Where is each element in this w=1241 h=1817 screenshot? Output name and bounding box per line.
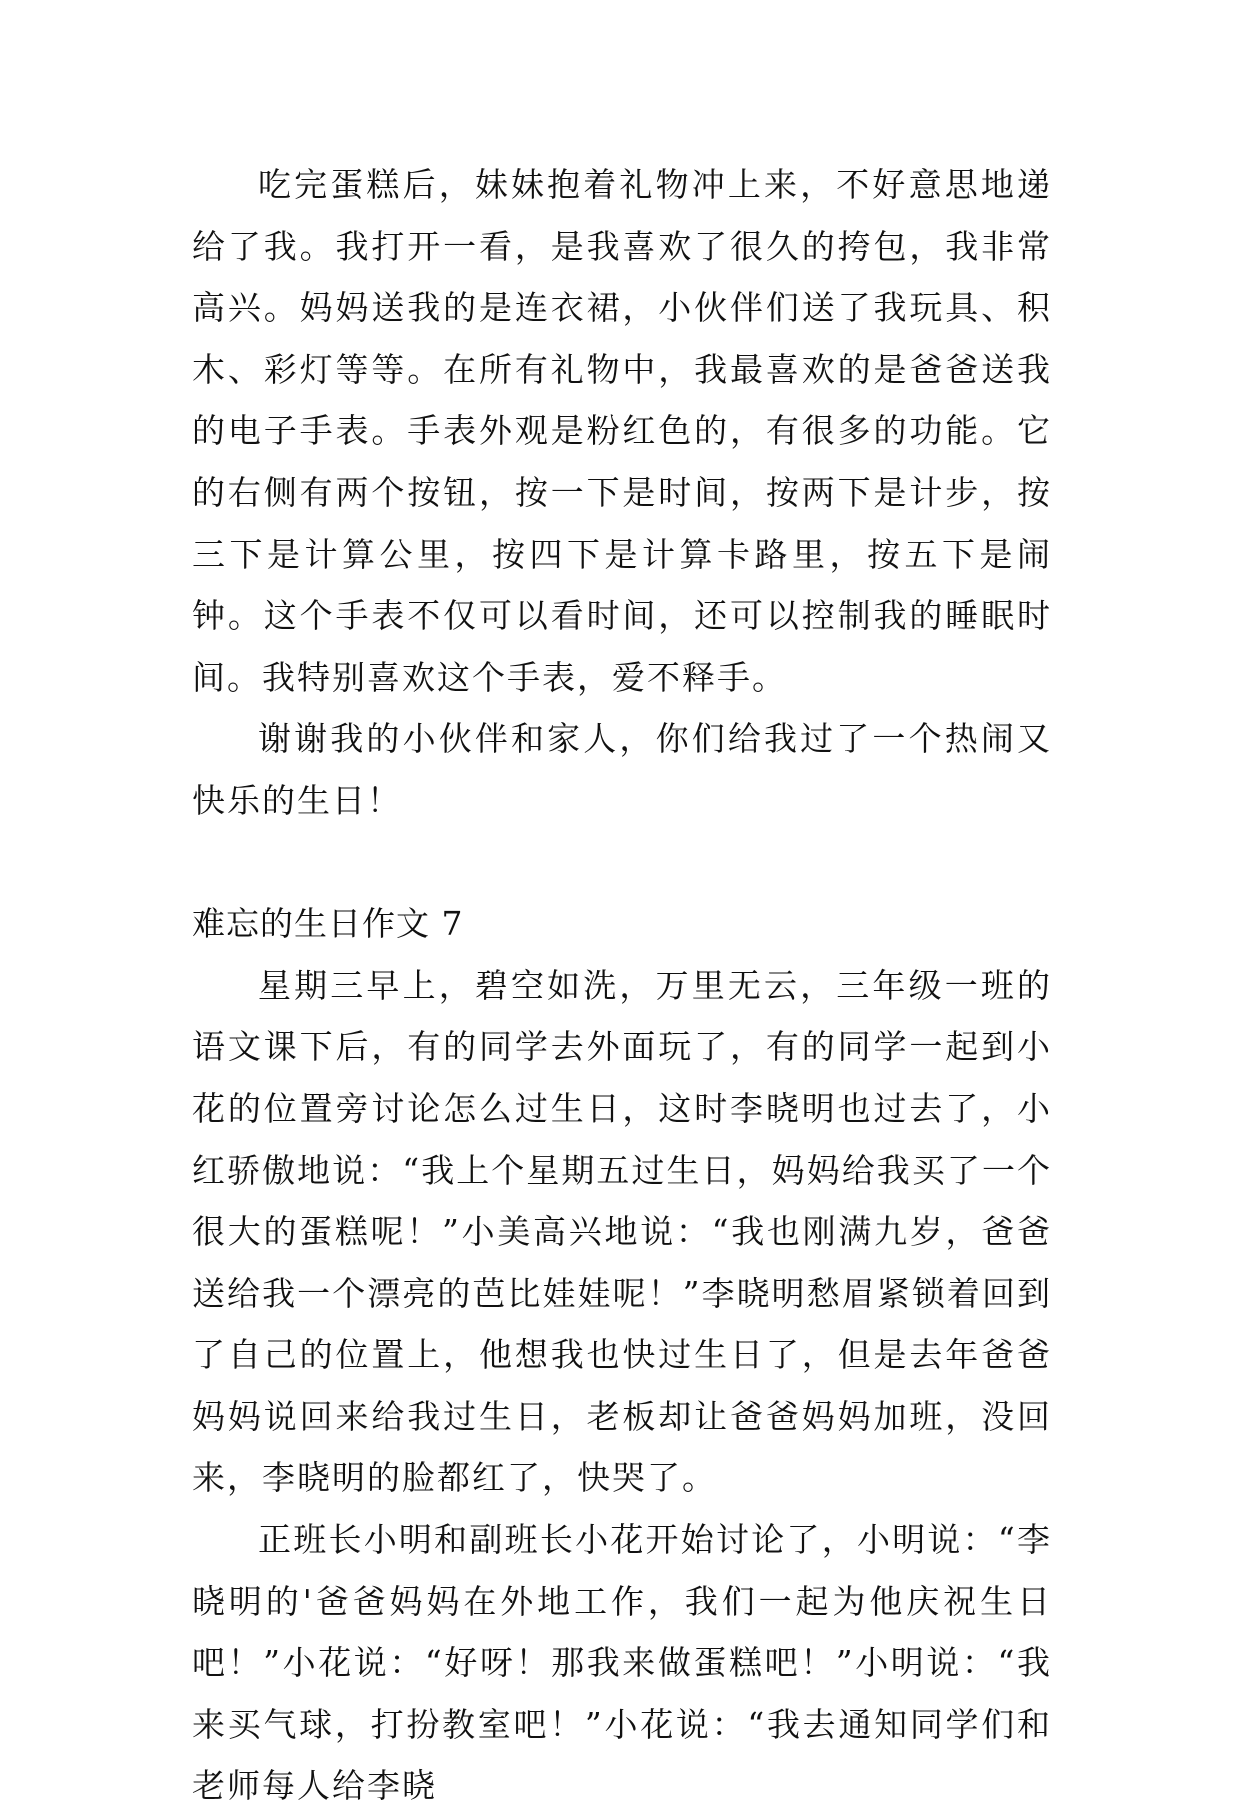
section-title: 难忘的生日作文 7 <box>192 904 464 944</box>
paragraph-gifts: 吃完蛋糕后，妹妹抱着礼物冲上来，不好意思地递给了我。我打开一看，是我喜欢了很久的挎包，我非常高兴。妈妈送我的是连衣裙，小伙伴们送了我玩具、积木、彩灯等等。在所有礼物中，我最喜欢的是爸爸送我的电子手表。手表外观是粉红色的，有很多的功能。它的右侧有两个按钮，按一下是时间，按两下是计步，按三下是计算公里，按四下是计算卡路里，按五下是闹钟。这个手表不仅可以看时间，还可以控制我的睡眠时间。我特别喜欢这个手表，爱不释手。 <box>192 165 1052 697</box>
document-body <box>192 154 1052 1817</box>
paragraph-class-leaders: 正班长小明和副班长小花开始讨论了，小明说：“李晓明的'爸爸妈妈在外地工作，我们一起为他庆祝生日吧！”小花说：“好呀！那我来做蛋糕吧！”小明说：“我来买气球，打扮教室吧！”小花说：“我去通知同学们和老师每人给李晓 <box>192 1520 1052 1806</box>
section-spacer <box>192 832 1052 894</box>
paragraph-thanks: 谢谢我的小伙伴和家人，你们给我过了一个热闹又快乐的生日！ <box>192 719 1052 820</box>
paragraph-wednesday: 星期三早上，碧空如洗，万里无云，三年级一班的语文课下后，有的同学去外面玩了，有的同学一起到小花的位置旁讨论怎么过生日，这时李晓明也过去了，小红骄傲地说：“我上个星期五过生日，妈妈给我买了一个很大的蛋糕呢！”小美高兴地说：“我也刚满九岁，爸爸送给我一个漂亮的芭比娃娃呢！”李晓明愁眉紧锁着回到了自己的位置上，他想我也快过生日了，但是去年爸爸妈妈说回来给我过生日，老板却让爸爸妈妈加班，没回来，李晓明的脸都红了，快哭了。 <box>192 965 1052 1498</box>
